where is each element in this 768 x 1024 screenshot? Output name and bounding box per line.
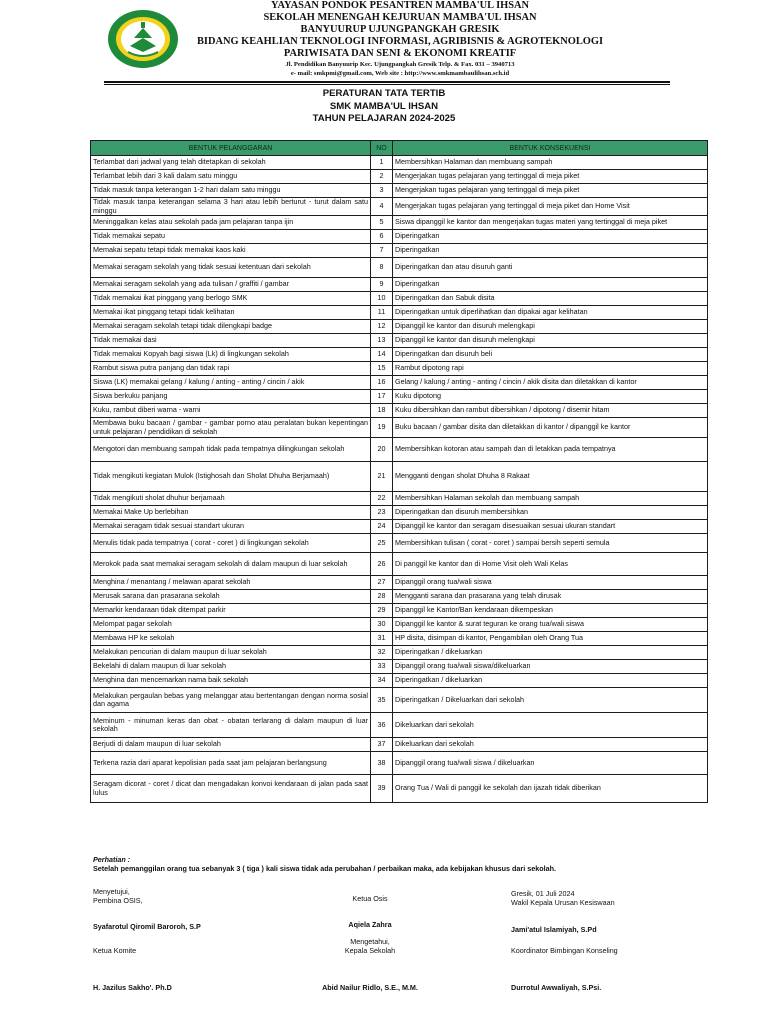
table-row — [91, 362, 708, 376]
table-row — [91, 230, 708, 244]
violation-cell: Membawa HP ke sekolah — [91, 632, 371, 646]
violation-cell: Melompat pagar sekolah — [91, 618, 371, 632]
osis-chair-title: Ketua Osis — [352, 894, 388, 903]
table-row — [91, 198, 708, 216]
consequence-cell: Membersihkan tulisan ( corat - coret ) sampai bersih seperti semula — [393, 534, 708, 553]
header-no: NO — [371, 141, 393, 156]
principal-title: Kepala Sekolah — [344, 946, 396, 955]
number-cell: 5 — [371, 216, 393, 230]
number-cell: 4 — [371, 198, 393, 216]
table-row — [91, 244, 708, 258]
number-cell: 18 — [371, 404, 393, 418]
vice-principal-name: Jami'atul Islamiyah, S.Pd — [511, 925, 597, 934]
number-cell: 25 — [371, 534, 393, 553]
title-line-2: SMK MAMBA'UL IHSAN — [329, 100, 439, 112]
consequence-cell: Mengerjakan tugas pelajaran yang tertinggal di meja piket — [393, 184, 708, 198]
violation-cell: Tidak mengikuti sholat dhuhur berjamaah — [91, 492, 371, 506]
table-row — [91, 618, 708, 632]
violation-cell: Menulis tidak pada tempatnya ( corat - coret ) di lingkungan sekolah — [91, 534, 371, 553]
violation-cell: Terkena razia dari aparat kepolisian pada saat jam pelajaran berlangsung — [91, 752, 371, 775]
principal-name: Abid Nailur Ridlo, S.E., M.M. — [322, 983, 418, 992]
violation-cell: Tidak memakai dasi — [91, 334, 371, 348]
consequence-cell: Diperingatkan — [393, 278, 708, 292]
note-heading: Perhatian : — [93, 855, 131, 864]
table-row — [91, 632, 708, 646]
consequence-cell: Mengganti sarana dan prasarana yang telah dirusak — [393, 590, 708, 604]
number-cell: 38 — [371, 752, 393, 775]
table-row — [91, 660, 708, 674]
number-cell: 16 — [371, 376, 393, 390]
number-cell: 36 — [371, 713, 393, 738]
number-cell: 28 — [371, 590, 393, 604]
violation-cell: Bekelahi di dalam maupun di luar sekolah — [91, 660, 371, 674]
consequence-cell: Kuku dipotong — [393, 390, 708, 404]
vice-principal-title: Wakil Kepala Urusan Kesiswaan — [511, 898, 615, 907]
number-cell: 21 — [371, 462, 393, 492]
number-cell: 23 — [371, 506, 393, 520]
number-cell: 17 — [371, 390, 393, 404]
table-row — [91, 216, 708, 230]
number-cell: 14 — [371, 348, 393, 362]
consequence-cell: Membersihkan kotoran atau sampah dan di letakkan pada tempatnya — [393, 438, 708, 462]
violation-cell: Terlambat lebih dari 3 kali dalam satu minggu — [91, 170, 371, 184]
table-row — [91, 418, 708, 438]
violation-cell: Merokok pada saat memakai seragam sekolah di dalam maupun di luar sekolah — [91, 553, 371, 576]
table-header-row — [91, 141, 708, 156]
consequence-cell: Diperingatkan dan disuruh membersihkan — [393, 506, 708, 520]
table-row — [91, 258, 708, 278]
consequence-cell: Diperingatkan — [393, 230, 708, 244]
violation-cell: Seragam dicorat - coret / dicat dan mengadakan konvoi kendaraan di jalan pada saat lulus — [91, 775, 371, 803]
number-cell: 7 — [371, 244, 393, 258]
consequence-cell: Diperingatkan / Dikeluarkan dari sekolah — [393, 688, 708, 713]
table-row — [91, 292, 708, 306]
title-line-3: TAHUN PELAJARAN 2024-2025 — [312, 113, 456, 124]
violation-cell: Terlambat dari jadwal yang telah ditetapkan di sekolah — [91, 156, 371, 170]
table-row — [91, 492, 708, 506]
consequence-cell: Dipanggil ke Kantor/Ban kendaraan dikempeskan — [393, 604, 708, 618]
title-line-1: PERATURAN TATA TERTIB — [322, 88, 446, 99]
school-crest-icon — [106, 8, 180, 70]
number-cell: 11 — [371, 306, 393, 320]
table-row — [91, 376, 708, 390]
letterhead-rule-thin — [104, 84, 670, 85]
violation-cell: Siswa (LK) memakai gelang / kalung / anting - anting / cincin / akik — [91, 376, 371, 390]
header-consequence: BENTUK KONSEKUENSI — [393, 141, 708, 156]
place-date: Gresik, 01 Juli 2024 — [511, 889, 575, 898]
counseling-name: Durrotul Awwaliyah, S.Psi. — [511, 983, 602, 992]
table-row — [91, 334, 708, 348]
number-cell: 39 — [371, 775, 393, 803]
table-row — [91, 520, 708, 534]
letterhead-address: Jl. Pendidikan Banyuurip Kec. Ujungpangkah Gresik Telp. & Fax. 031 – 3940713 — [285, 61, 515, 68]
table-row — [91, 438, 708, 462]
committee-name: H. Jazilus Sakho'. Ph.D — [93, 983, 172, 992]
number-cell: 8 — [371, 258, 393, 278]
letterhead-field-2: PARIWISATA DAN SENI & EKONOMI KREATIF — [283, 48, 517, 59]
rules-table — [90, 140, 708, 803]
table-row — [91, 306, 708, 320]
consequence-cell: Mengerjakan tugas pelajaran yang tertinggal di meja piket — [393, 170, 708, 184]
number-cell: 31 — [371, 632, 393, 646]
consequence-cell: Dipanggil ke kantor dan disuruh melengkapi — [393, 320, 708, 334]
table-row — [91, 674, 708, 688]
table-row — [91, 576, 708, 590]
violation-cell: Membawa buku bacaan / gambar - gambar porno atau peralatan bukan kepentingan untuk pelajaran / pendidikan di sekolah — [91, 418, 371, 438]
consequence-cell: Mengerjakan tugas pelajaran yang tertinggal di meja piket dan Home Visit — [393, 198, 708, 216]
consequence-cell: Dipanggil ke kantor & surat teguran ke orang tua/wali siswa — [393, 618, 708, 632]
number-cell: 3 — [371, 184, 393, 198]
number-cell: 1 — [371, 156, 393, 170]
violation-cell: Berjudi di dalam maupun di luar sekolah — [91, 738, 371, 752]
number-cell: 10 — [371, 292, 393, 306]
consequence-cell: HP disita, disimpan di kantor, Pengambilan oleh Orang Tua — [393, 632, 708, 646]
violation-cell: Tidak memakai ikat pinggang yang berlogo SMK — [91, 292, 371, 306]
number-cell: 6 — [371, 230, 393, 244]
consequence-cell: Buku bacaan / gambar disita dan diletakkan di kantor / dipanggil ke kantor — [393, 418, 708, 438]
number-cell: 2 — [371, 170, 393, 184]
violation-cell: Siswa berkuku panjang — [91, 390, 371, 404]
letterhead — [0, 0, 768, 82]
consequence-cell: Di panggil ke kantor dan di Home Visit oleh Wali Kelas — [393, 553, 708, 576]
violation-cell: Melakukan pencurian di dalam maupun di luar sekolah — [91, 646, 371, 660]
number-cell: 34 — [371, 674, 393, 688]
table-row — [91, 462, 708, 492]
consequence-cell: Membersihkan Halaman dan membuang sampah — [393, 156, 708, 170]
consequence-cell: Dipanggil ke kantor dan seragam disesuaikan sesuai ukuran standart — [393, 520, 708, 534]
violation-cell: Tidak mengikuti kegiatan Mulok (Istighosah dan Sholat Dhuha Berjamaah) — [91, 462, 371, 492]
consequence-cell: Dikeluarkan dari sekolah — [393, 713, 708, 738]
table-row — [91, 278, 708, 292]
consequence-cell: Dipanggil ke kantor dan disuruh melengkapi — [393, 334, 708, 348]
number-cell: 19 — [371, 418, 393, 438]
violation-cell: Meminum - minuman keras dan obat - obatan terlarang di dalam maupun di luar sekolah — [91, 713, 371, 738]
violation-cell: Memakai sepatu tetapi tidak memakai kaos kaki — [91, 244, 371, 258]
violation-cell: Melakukan pergaulan bebas yang melanggar atau bertentangan dengan norma sosial dan agama — [91, 688, 371, 713]
consequence-cell: Kuku dibersihkan dan rambut dibersihkan / dipotong / disemir hitam — [393, 404, 708, 418]
consequence-cell: Rambut dipotong rapi — [393, 362, 708, 376]
table-row — [91, 534, 708, 553]
number-cell: 33 — [371, 660, 393, 674]
violation-cell: Kuku, rambut diberi warna - warni — [91, 404, 371, 418]
number-cell: 24 — [371, 520, 393, 534]
table-row — [91, 553, 708, 576]
header-violation: BENTUK PELANGGARAN — [91, 141, 371, 156]
table-row — [91, 156, 708, 170]
violation-cell: Tidak memakai sepatu — [91, 230, 371, 244]
known-label: Mengetahui, — [350, 937, 390, 946]
committee-title: Ketua Komite — [93, 946, 137, 955]
letterhead-field-1: BIDANG KEAHLIAN TEKNOLOGI INFORMASI, AGRIBISNIS & AGROTEKNOLOGI — [197, 36, 603, 47]
table-row — [91, 688, 708, 713]
consequence-cell: Orang Tua / Wali di panggil ke sekolah dan ijazah tidak diberikan — [393, 775, 708, 803]
osis-advisor-name: Syafarotul Qiromil Baroroh, S.P — [93, 922, 201, 931]
number-cell: 27 — [371, 576, 393, 590]
violation-cell: Mengotori dan membuang sampah tidak pada tempatnya dilingkungan sekolah — [91, 438, 371, 462]
letterhead-school: SEKOLAH MENENGAH KEJURUAN MAMBA'UL IHSAN — [263, 12, 537, 23]
consequence-cell: Membersihkan Halaman sekolah dan membuang sampah — [393, 492, 708, 506]
violation-cell: Menghina dan mencemarkan nama baik sekolah — [91, 674, 371, 688]
table-row — [91, 713, 708, 738]
table-row — [91, 184, 708, 198]
number-cell: 22 — [371, 492, 393, 506]
consequence-cell: Diperingatkan — [393, 244, 708, 258]
table-row — [91, 390, 708, 404]
consequence-cell: Gelang / kalung / anting - anting / cincin / akik disita dan diletakkan di kantor — [393, 376, 708, 390]
number-cell: 30 — [371, 618, 393, 632]
number-cell: 37 — [371, 738, 393, 752]
violation-cell: Memakai Make Up berlebihan — [91, 506, 371, 520]
violation-cell: Tidak masuk tanpa keterangan 1-2 hari dalam satu minggu — [91, 184, 371, 198]
consequence-cell: Diperingatkan dan disuruh beli — [393, 348, 708, 362]
violation-cell: Memakai seragam sekolah yang ada tulisan / graffiti / gambar — [91, 278, 371, 292]
letterhead-foundation: YAYASAN PONDOK PESANTREN MAMBA'UL IHSAN — [270, 0, 530, 11]
table-row — [91, 752, 708, 775]
consequence-cell: Siswa dipanggil ke kantor dan mengerjakan tugas materi yang tertinggal di meja piket — [393, 216, 708, 230]
letterhead-rule — [104, 81, 670, 83]
letterhead-location: BANYUURUP UJUNGPANGKAH GRESIK — [300, 24, 500, 35]
number-cell: 35 — [371, 688, 393, 713]
number-cell: 9 — [371, 278, 393, 292]
note — [93, 855, 556, 873]
table-row — [91, 320, 708, 334]
table-row — [91, 170, 708, 184]
number-cell: 12 — [371, 320, 393, 334]
violation-cell: Memakai seragam tidak sesuai standart ukuran — [91, 520, 371, 534]
violation-cell: Menghina / menantang / melawan aparat sekolah — [91, 576, 371, 590]
violation-cell: Memakai seragam sekolah tetapi tidak dilengkapi badge — [91, 320, 371, 334]
document-title — [0, 88, 768, 126]
table-row — [91, 775, 708, 803]
consequence-cell: Diperingatkan / dikeluarkan — [393, 674, 708, 688]
consequence-cell: Mengganti dengan sholat Dhuha 8 Rakaat — [393, 462, 708, 492]
violation-cell: Rambut siswa putra panjang dan tidak rapi — [91, 362, 371, 376]
violation-cell: Meninggalkan kelas atau sekolah pada jam pelajaran tanpa ijin — [91, 216, 371, 230]
violation-cell: Merusak sarana dan prasarana sekolah — [91, 590, 371, 604]
osis-advisor-title: Pembina OSIS, — [93, 896, 143, 905]
number-cell: 29 — [371, 604, 393, 618]
consequence-cell: Diperingatkan dan atau disuruh ganti — [393, 258, 708, 278]
consequence-cell: Diperingatkan untuk diperlihatkan dan dipakai agar kelihatan — [393, 306, 708, 320]
table-row — [91, 646, 708, 660]
consequence-cell: Dipanggil orang tua/wali siswa/dikeluarkan — [393, 660, 708, 674]
violation-cell: Memakai seragam sekolah yang tidak sesuai ketentuan dari sekolah — [91, 258, 371, 278]
consequence-cell: Diperingatkan / dikeluarkan — [393, 646, 708, 660]
consequence-cell: Diperingatkan dan Sabuk disita — [393, 292, 708, 306]
consequence-cell: Dikeluarkan dari sekolah — [393, 738, 708, 752]
table-row — [91, 404, 708, 418]
number-cell: 32 — [371, 646, 393, 660]
violation-cell: Memakai ikat pinggang tetapi tidak kelihatan — [91, 306, 371, 320]
violation-cell: Tidak masuk tanpa keterangan selama 3 hari atau lebih berturut - turut dalam satu minggu — [91, 198, 371, 216]
approved-label: Menyetujui, — [93, 887, 130, 896]
table-row — [91, 348, 708, 362]
violation-cell: Memarkir kendaraan tidak ditempat parkir — [91, 604, 371, 618]
table-row — [91, 506, 708, 520]
letterhead-contact: e- mail: smkpmi@gmail.com, Web site : http://www.smkmambaulihsan.sch.id — [290, 70, 510, 77]
osis-chair-name: Aqiela Zahra — [348, 920, 392, 929]
table-row — [91, 604, 708, 618]
consequence-cell: Dipanggil orang tua/wali siswa / dikeluarkan — [393, 752, 708, 775]
rules-table-body — [91, 156, 708, 803]
consequence-cell: Dipanggil orang tua/wali siswa — [393, 576, 708, 590]
number-cell: 15 — [371, 362, 393, 376]
number-cell: 13 — [371, 334, 393, 348]
table-row — [91, 738, 708, 752]
number-cell: 20 — [371, 438, 393, 462]
number-cell: 26 — [371, 553, 393, 576]
violation-cell: Tidak memakai Kopyah bagi siswa (Lk) di lingkungan sekolah — [91, 348, 371, 362]
counseling-title: Koordinator Bimbingan Konseling — [511, 946, 618, 955]
note-text: Setelah pemanggilan orang tua sebanyak 3 ( tiga ) kali siswa tidak ada perubahan / perbaikan maka, ada kebijakan khusus dari sekolah. — [93, 864, 556, 873]
table-row — [91, 590, 708, 604]
